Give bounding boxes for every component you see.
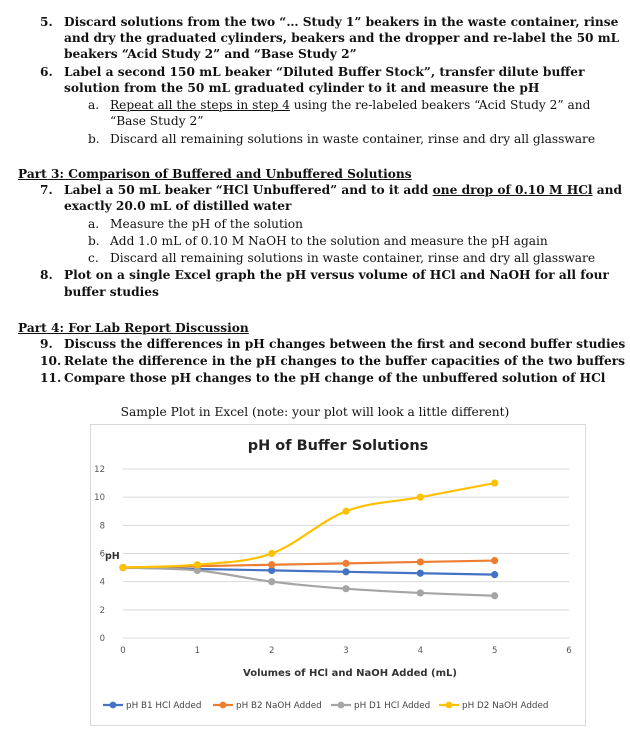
tick-labels: [94, 465, 572, 656]
data-point: [417, 558, 424, 565]
data-point: [268, 578, 275, 585]
ph-line-chart: [91, 425, 585, 725]
step-5-number: 5.: [40, 15, 53, 29]
step-6-line-2: solution from the 50 mL graduated cylinder to it and measure the pH: [64, 81, 540, 95]
data-point: [417, 494, 424, 501]
step-7a-text: Measure the pH of the solution: [110, 217, 303, 231]
step-11-number: 11.: [40, 371, 62, 385]
chart-caption: Sample Plot in Excel (note: your plot will look a little different): [120, 405, 510, 419]
x-tick-label: 5: [491, 646, 498, 656]
y-tick-label: 12: [94, 465, 105, 475]
step-4-reference: Repeat all the steps in step 4: [110, 98, 290, 112]
x-axis-label: Volumes of HCl and NaOH Added (mL): [243, 668, 457, 679]
y-tick-label: 8: [99, 521, 105, 532]
data-point: [268, 561, 275, 568]
step-5-line-2: and dry the graduated cylinders, beakers and the dropper and re-label the 50 mL: [64, 31, 620, 45]
step-5-line-3: beakers “Acid Study 2” and “Base Study 2”: [64, 47, 357, 61]
step-8-line-2: buffer studies: [64, 285, 159, 299]
step-9-text: Discuss the differences in pH changes between the first and second buffer studies: [64, 337, 626, 351]
y-tick-label: 6: [99, 549, 105, 560]
chart-title: pH of Buffer Solutions: [247, 438, 429, 454]
legend-swatch-marker: [338, 702, 345, 709]
x-tick-label: 0: [120, 646, 126, 656]
step-7-underlined: one drop of 0.10 M HCl: [432, 183, 593, 197]
step-6b-text: Discard all remaining solutions in waste container, rinse and dry all glassware: [110, 132, 596, 146]
x-tick-label: 3: [343, 646, 349, 656]
step-5-line-1: Discard solutions from the two “… Study 1” beakers in the waste container, rinse: [64, 15, 619, 29]
x-tick-label: 2: [268, 646, 275, 656]
step-6a-text: [110, 97, 590, 113]
legend-swatch-marker: [446, 702, 453, 709]
step-8-number: 8.: [40, 268, 53, 282]
legend-label: pH B1 HCl Added: [126, 701, 202, 711]
step-6-number: 6.: [40, 65, 53, 79]
data-point: [342, 508, 349, 515]
step-7c-label: c.: [88, 251, 99, 265]
legend: [103, 701, 549, 711]
step-7c-text: Discard all remaining solutions in waste container, rinse and dry all glassware: [110, 251, 596, 265]
step-7a-label: a.: [88, 217, 100, 231]
step-11-text: Compare those pH changes to the pH change of the unbuffered solution of HCl: [64, 371, 606, 385]
step-6b-label: b.: [88, 132, 100, 146]
y-axis-label: pH: [105, 551, 120, 562]
data-point: [491, 592, 498, 599]
y-tick-label: 2: [99, 605, 105, 616]
x-tick-label: 4: [417, 646, 424, 656]
step-6a-continued: “Base Study 2”: [110, 114, 204, 128]
legend-swatch-marker: [110, 702, 117, 709]
chart-container: [90, 424, 586, 726]
legend-label: pH B2 NaOH Added: [236, 701, 322, 711]
step-6a-rest: using the re-labeled beakers “Acid Study 2” and: [289, 98, 591, 112]
step-10-number: 10.: [40, 354, 62, 368]
data-point: [491, 557, 498, 564]
data-point: [194, 561, 201, 568]
step-7b-label: b.: [88, 234, 100, 248]
data-point: [417, 589, 424, 596]
step-6a-label: a.: [88, 98, 100, 112]
x-tick-label: 1: [194, 646, 201, 656]
data-point: [119, 564, 126, 571]
data-point: [342, 568, 349, 575]
step-7-number: 7.: [40, 183, 53, 197]
legend-swatch-marker: [220, 702, 227, 709]
data-point: [342, 560, 349, 567]
y-tick-label: 10: [94, 493, 105, 504]
data-point: [342, 585, 349, 592]
legend-label: pH D2 NaOH Added: [462, 701, 549, 711]
step-9-number: 9.: [40, 337, 53, 351]
data-point: [491, 571, 498, 578]
y-tick-label: 4: [99, 577, 105, 588]
y-tick-label: 0: [99, 634, 105, 644]
gridlines: [123, 469, 569, 638]
step-7-line-2: exactly 20.0 mL of distilled water: [64, 199, 292, 213]
part-3-title: Part 3: Comparison of Buffered and Unbuffered Solutions: [18, 167, 412, 181]
step-7-line-1-start: Label a 50 mL beaker “HCl Unbuffered” and to it add: [64, 183, 433, 197]
legend-label: pH D1 HCl Added: [354, 701, 431, 711]
step-8-line-1: Plot on a single Excel graph the pH versus volume of HCl and NaOH for all four: [64, 268, 609, 282]
step-6-line-1: Label a second 150 mL beaker “Diluted Buffer Stock”, transfer dilute buffer: [64, 65, 585, 79]
step-7-line-1-end: and: [592, 183, 623, 197]
data-point: [417, 570, 424, 577]
data-point: [268, 550, 275, 557]
x-tick-label: 6: [566, 646, 572, 656]
part-4-title: Part 4: For Lab Report Discussion: [18, 321, 249, 335]
step-7b-text: Add 1.0 mL of 0.10 M NaOH to the solution and measure the pH again: [110, 234, 548, 248]
step-7-line-1: [64, 182, 622, 198]
data-point: [491, 479, 498, 486]
step-10-text: Relate the difference in the pH changes to the buffer capacities of the two buffers: [64, 354, 626, 368]
